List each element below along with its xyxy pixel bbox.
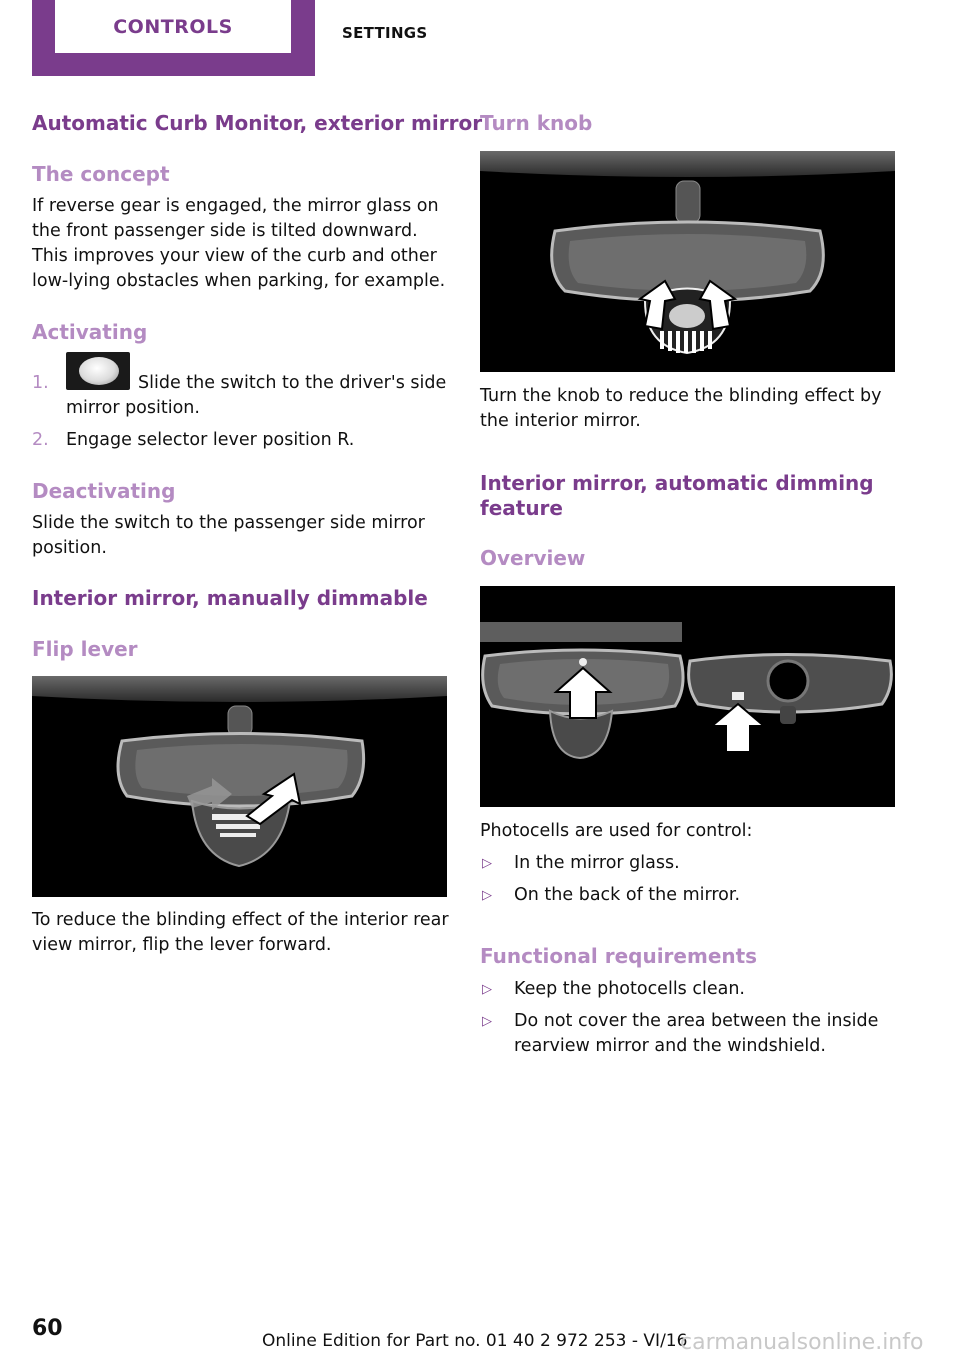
overview-figure xyxy=(480,586,895,807)
deactivating-line-2: position. xyxy=(32,538,107,558)
turn-caption-line-1: Turn the knob to reduce the blinding effect by xyxy=(480,386,882,406)
flip-lever-illustration xyxy=(32,676,447,897)
step-1-number: 1. xyxy=(32,373,49,393)
functional-item-2-line-2: rearview mirror and the windshield. xyxy=(514,1036,826,1056)
flip-lever-figure xyxy=(32,676,447,897)
heading-activating: Activating xyxy=(32,320,148,344)
edition-footer: Online Edition for Part no. 01 40 2 972 253 - VI/16 xyxy=(262,1331,688,1351)
mirror-switch-icon xyxy=(66,352,130,390)
heading-flip-lever: Flip lever xyxy=(32,637,138,661)
tab-controls-inner xyxy=(55,0,291,53)
turn-knob-illustration xyxy=(480,151,895,372)
concept-line-3: This improves your view of the curb and other xyxy=(32,246,437,266)
tab-controls[interactable] xyxy=(32,0,315,76)
section-title-auto-dimming-line-2: feature xyxy=(480,496,563,520)
section-title-auto-dimming-line-1: Interior mirror, automatic dimming xyxy=(480,471,874,495)
photocells-item-2: On the back of the mirror. xyxy=(514,885,741,905)
step-1-line-2: mirror position. xyxy=(66,398,200,418)
step-2-number: 2. xyxy=(32,430,49,450)
flip-caption-line-2: view mirror, flip the lever forward. xyxy=(32,935,332,955)
section-title-manual-dimming: Interior mirror, manually dimmable xyxy=(32,586,428,610)
concept-line-4: low-lying obstacles when parking, for example. xyxy=(32,271,446,291)
heading-turn-knob: Turn knob xyxy=(480,111,593,135)
tab-controls-label: CONTROLS xyxy=(113,15,233,38)
concept-line-2: the front passenger side is tilted downward. xyxy=(32,221,418,241)
heading-functional-requirements: Functional requirements xyxy=(480,944,758,968)
heading-deactivating: Deactivating xyxy=(32,479,176,503)
overview-illustration xyxy=(480,586,895,807)
flip-caption-line-1: To reduce the blinding effect of the interior rear xyxy=(32,910,449,930)
functional-item-2-line-1: Do not cover the area between the inside xyxy=(514,1011,879,1031)
turn-knob-figure xyxy=(480,151,895,372)
watermark: carmanualsonline.info xyxy=(680,1330,924,1355)
bullet-triangle-icon: ▷ xyxy=(482,856,492,871)
turn-caption-line-2: the interior mirror. xyxy=(480,411,641,431)
bullet-triangle-icon: ▷ xyxy=(482,1014,492,1029)
step-2-line-1: Engage selector lever position R. xyxy=(66,430,355,450)
photocells-item-1: In the mirror glass. xyxy=(514,853,680,873)
concept-line-1: If reverse gear is engaged, the mirror glass on xyxy=(32,196,439,216)
switch-knob-icon xyxy=(79,357,119,385)
step-1-line-1: Slide the switch to the driver's side xyxy=(138,373,447,393)
section-title-curb-monitor: Automatic Curb Monitor, exterior mirror xyxy=(32,111,483,135)
page-number: 60 xyxy=(32,1316,63,1341)
tab-settings[interactable]: SETTINGS xyxy=(342,24,428,42)
functional-item-1: Keep the photocells clean. xyxy=(514,979,745,999)
heading-the-concept: The concept xyxy=(32,162,170,186)
bullet-triangle-icon: ▷ xyxy=(482,982,492,997)
deactivating-line-1: Slide the switch to the passenger side mirror xyxy=(32,513,425,533)
heading-overview: Overview xyxy=(480,546,586,570)
photocells-intro: Photocells are used for control: xyxy=(480,821,753,841)
bullet-triangle-icon: ▷ xyxy=(482,888,492,903)
